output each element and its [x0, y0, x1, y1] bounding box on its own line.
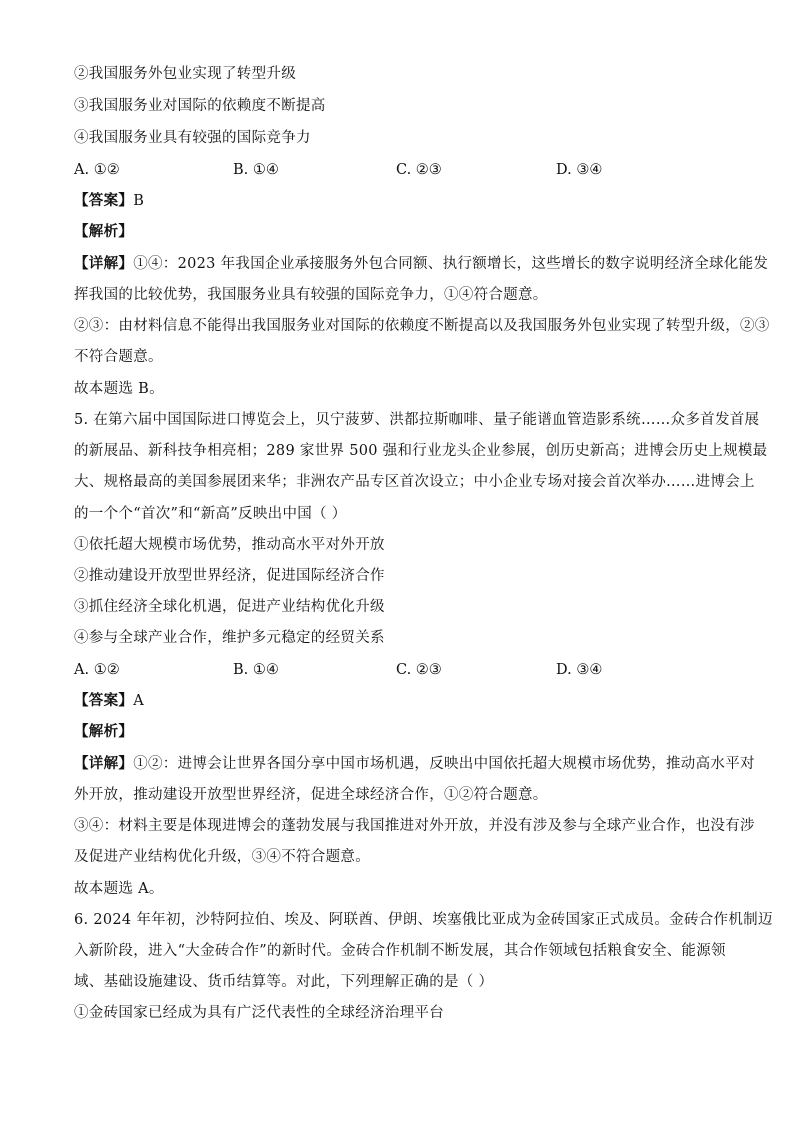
q6-stem-line-1: 6. 2024 年年初，沙特阿拉伯、埃及、阿联酋、伊朗、埃塞俄比亚成为金砖国家正式成员。金砖合作机制迈 [74, 912, 773, 928]
q4-option-2: ②我国服务外包业实现了转型升级 [74, 66, 296, 82]
answer-value: A [133, 693, 144, 709]
q4-conclusion: 故本题选 B。 [74, 381, 164, 397]
q5-option-3: ③抓住经济全球化机遇，促进产业结构优化升级 [74, 599, 385, 615]
q5-option-2: ②推动建设开放型世界经济，促进国际经济合作 [74, 568, 385, 584]
q4-answer [74, 191, 144, 211]
q4-choice-c: C. ②③ [396, 162, 442, 178]
q5-choice-b: B. ①④ [233, 662, 279, 678]
q6-option-1: ①金砖国家已经成为具有广泛代表性的全球经济治理平台 [74, 1005, 444, 1021]
answer-value: B [133, 193, 145, 209]
q4-choice-d: D. ③④ [556, 162, 603, 178]
q4-detail-line-1 [74, 254, 768, 274]
q6-stem-line-3: 域、基础设施建设、货币结算等。对此，下列理解正确的是（ ） [74, 974, 494, 990]
q5-conclusion: 故本题选 A。 [74, 881, 164, 897]
q4-detail-line-4: 不符合题意。 [74, 349, 163, 365]
q5-detail-line-2: 外开放，推动建设开放型世界经济，促进全球经济合作，①②符合题意。 [74, 787, 548, 803]
q5-analysis-tag: 【解析】 [74, 723, 134, 740]
q5-choice-a: A. ①② [74, 662, 120, 678]
q5-detail-line-4: 及促进产业结构优化升级，③④不符合题意。 [74, 849, 370, 865]
q5-option-1: ①依托超大规模市场优势，推动高水平对外开放 [74, 537, 385, 553]
q4-detail-line-3: ②③：由材料信息不能得出我国服务业对国际的依赖度不断提高以及我国服务外包业实现了转型升级，②③ [74, 318, 770, 334]
q4-option-4: ④我国服务业具有较强的国际竞争力 [74, 130, 311, 146]
q5-stem-line-2: 的新展品、新科技争相亮相；289 家世界 500 强和行业龙头企业参展，创历史新高；进博会历史上规模最 [74, 443, 768, 459]
q5-option-4: ④参与全球产业合作，维护多元稳定的经贸关系 [74, 630, 385, 646]
q4-detail-line-2: 挥我国的比较优势，我国服务业具有较强的国际竞争力，①④符合题意。 [74, 287, 548, 303]
q5-choice-d: D. ③④ [556, 662, 603, 678]
q5-answer [74, 691, 144, 711]
q5-stem-line-3: 大、规格最高的美国参展团来华；非洲农产品专区首次设立；中小企业专场对接会首次举办……进博会上 [74, 474, 755, 490]
answer-tag: 【答案】 [74, 192, 134, 209]
detail-text: ①④：2023 年我国企业承接服务外包合同额、执行额增长，这些增长的数字说明经济全球化能发 [133, 256, 769, 272]
q5-stem-line-1: 5. 在第六届中国国际进口博览会上，贝宁菠萝、洪都拉斯咖啡、量子能谱血管造影系统……众多首发首展 [74, 412, 760, 428]
q4-choice-b: B. ①④ [233, 162, 279, 178]
q4-choice-a: A. ①② [74, 162, 120, 178]
answer-tag: 【答案】 [74, 692, 134, 709]
q4-analysis-tag: 【解析】 [74, 223, 134, 240]
q5-stem-line-4: 的一个个“首次”和“新高”反映出中国（ ） [74, 506, 347, 522]
q4-option-3: ③我国服务业对国际的依赖度不断提高 [74, 98, 326, 114]
detail-tag: 【详解】 [74, 255, 134, 272]
q5-detail-line-1 [74, 754, 755, 774]
q6-stem-line-2: 入新阶段，进入“大金砖合作”的新时代。金砖合作机制不断发展，其合作领域包括粮食安全、能源领 [74, 943, 726, 959]
q5-detail-line-3: ③④：材料主要是体现进博会的蓬勃发展与我国推进对外开放，并没有涉及参与全球产业合作，也没有涉 [74, 818, 755, 834]
detail-text: ①②：进博会让世界各国分享中国市场机遇，反映出中国依托超大规模市场优势，推动高水平对 [133, 756, 755, 772]
detail-tag: 【详解】 [74, 755, 134, 772]
q5-choice-c: C. ②③ [396, 662, 442, 678]
